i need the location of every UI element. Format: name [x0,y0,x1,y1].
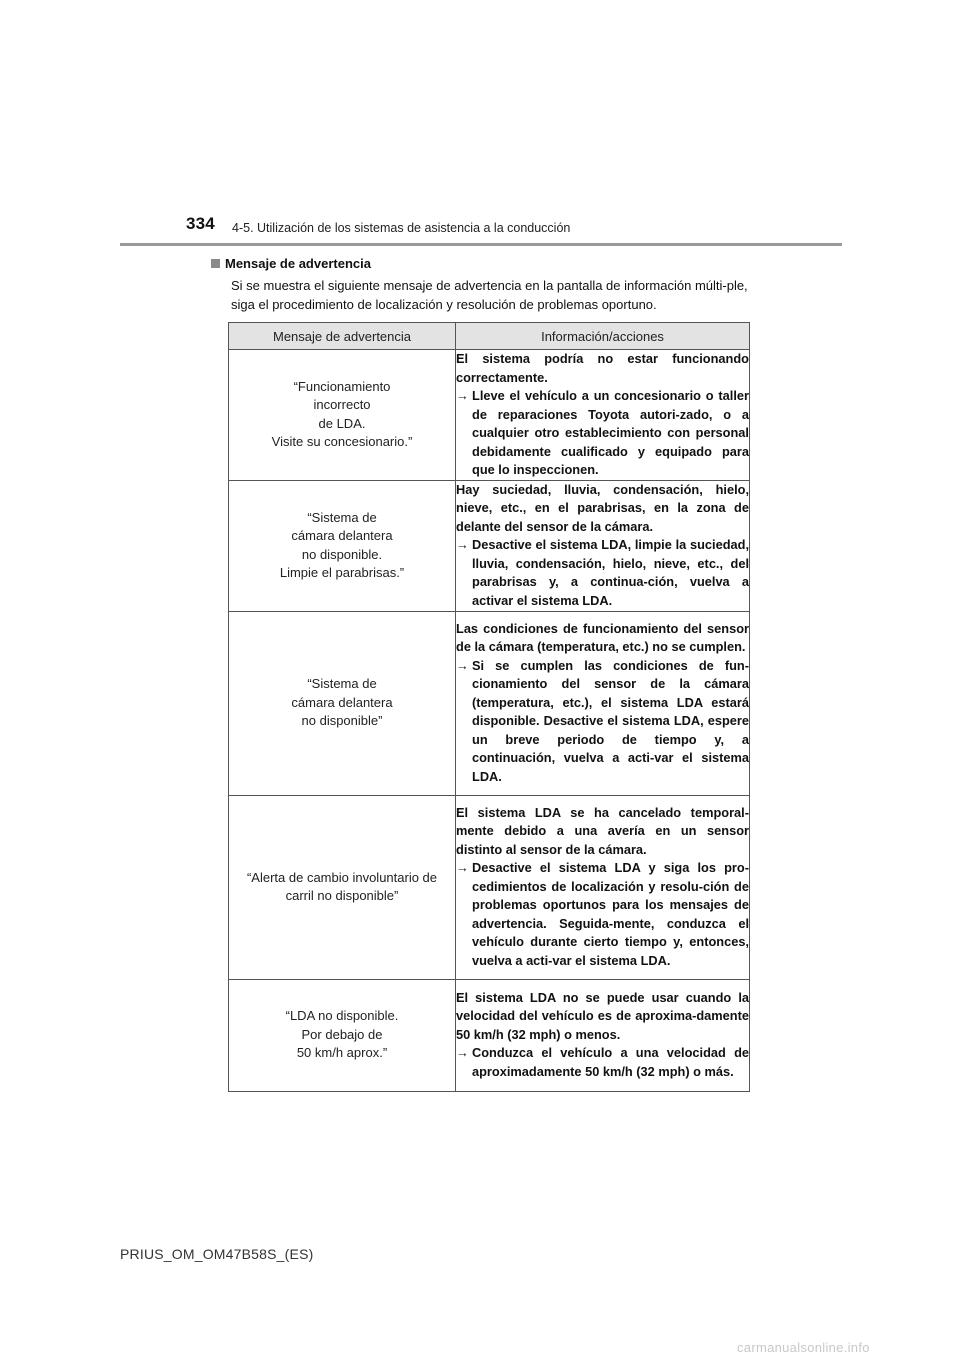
warning-message-cell [229,795,456,979]
message-line: de LDA. [318,415,366,431]
cause-text: Las condiciones de funcionamiento del sensor de la cámara (temperatura, etc.) no se cumplen. [456,620,749,655]
cause-text: El sistema LDA no se puede usar cuando la velocidad del vehículo es de aproxima-damente 50 km/h (32 mph) o menos. [456,989,749,1042]
arrow-right-icon: → [456,537,469,553]
message-line: “Sistema de [307,509,377,525]
arrow-right-icon: → [456,657,469,673]
message-line: Por debajo de [301,1026,383,1042]
table-row [229,611,750,795]
warning-message-table [228,322,750,1092]
message-line: 50 km/h aprox.” [296,1045,388,1061]
table-row [229,480,750,611]
message-line: incorrecto [313,397,371,413]
cause-text: El sistema LDA se ha cancelado temporal-mente debido a una avería en un sensor distinto al sensor de la cámara. [456,804,749,857]
message-line: no disponible” [301,713,383,729]
info-action-cell [456,611,750,795]
heading-text: Mensaje de advertencia [225,256,371,271]
info-action-cell [456,979,750,1091]
arrow-right-icon: → [456,1045,469,1061]
message-line: “LDA no disponible. [285,1008,399,1024]
table-row [229,795,750,979]
message-line: cámara delantera [291,528,393,543]
action-item [456,657,749,787]
table-row [229,979,750,1091]
section-title: 4-5. Utilización de los sistemas de asistencia a la conducción [232,221,571,235]
warning-message-cell [229,611,456,795]
info-action-cell [456,795,750,979]
message-line: “Alerta de cambio involuntario de [246,869,438,885]
message-line: carril no disponible” [285,888,399,903]
action-text: Conduzca el vehículo a una velocidad de aproximadamente 50 km/h (32 mph) o más. [472,1045,749,1079]
cause-text: Hay suciedad, lluvia, condensación, hielo, nieve, etc., en el parabrisas, en la zona de delante del sensor de la cámara. [456,481,749,534]
table-header-row [229,323,750,350]
arrow-right-icon: → [456,388,469,403]
header-rule [120,243,842,246]
intro-paragraph: Si se muestra el siguiente mensaje de advertencia en la pantalla de información múlti-ple, siga el procedimiento de localización y resolución de problemas oportuno. [231,278,748,312]
warning-message-cell [229,480,456,611]
action-text: Si se cumplen las condiciones de fun-cionamiento del sensor de la cámara (temperatura, etc.), el sistema LDA estará disponible. Desactive el sistema LDA, espere un breve periodo de tiempo y, a continuación, vuelva a acti-var el sistema LDA. [472,657,749,784]
action-item [456,387,749,480]
message-line: Limpie el parabrisas.” [279,565,405,580]
info-action-cell [456,480,750,611]
footer-code: PRIUS_OM_OM47B58S_(ES) [120,1246,314,1262]
action-item [456,536,749,610]
table-row [229,350,750,481]
message-line: cámara delantera [291,694,393,710]
action-text: Desactive el sistema LDA, limpie la suciedad, lluvia, condensación, hielo, nieve, etc., del parabrisas y, a continua-ción, vuelva a activar el sistema LDA. [472,537,749,608]
message-line: “Sistema de [307,676,377,692]
action-text: Lleve el vehículo a un concesionario o taller de reparaciones Toyota autori-zado, o a cualquier otro establecimiento con personal debidamente cualificado y equipado para que lo inspeccionen. [472,388,749,477]
page-number: 334 [186,214,215,233]
section-heading [211,256,371,271]
cause-text: El sistema podría no estar funcionando correctamente. [456,351,749,385]
action-item [456,859,749,970]
message-line: no disponible. [301,546,383,562]
info-action-cell [456,350,750,481]
column-header-message: Mensaje de advertencia [229,323,456,350]
warning-message-cell [229,979,456,1091]
column-header-info: Información/acciones [456,323,750,350]
square-bullet-icon [211,259,220,268]
action-text: Desactive el sistema LDA y siga los pro-cedimientos de localización y resolu-ción de problemas oportunos para los mensajes de advertencia. Seguida-mente, conduzca el vehículo durante cierto tiempo y, entonces, vuelva a acti-var el sistema LDA. [472,860,749,968]
message-line: “Funcionamiento [293,378,391,394]
arrow-right-icon: → [456,860,469,876]
warning-message-cell [229,350,456,481]
message-line: Visite su concesionario.” [271,434,413,450]
watermark: carmanualsonline.info [737,1340,870,1355]
action-item [456,1044,749,1081]
